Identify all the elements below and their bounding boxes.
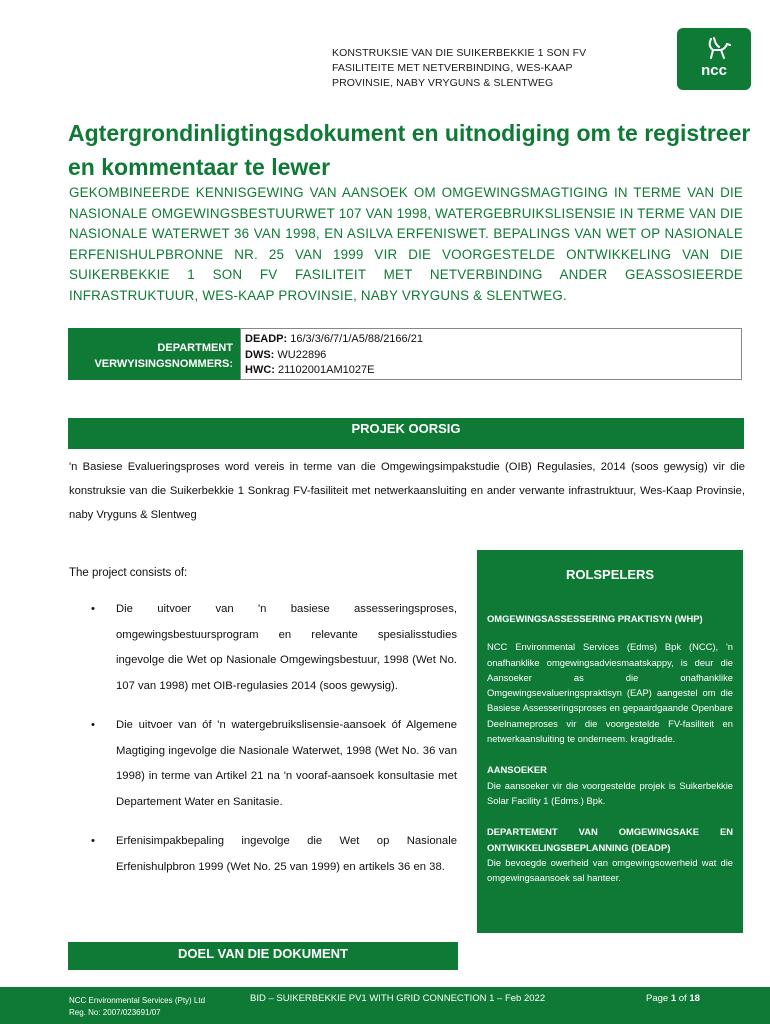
bullet-icon: •: [91, 835, 95, 847]
footer-document-id: BID – SUIKERBEKKIE PV1 WITH GRID CONNECTION 1 – Feb 2022: [250, 993, 546, 1004]
department-references: [240, 328, 742, 380]
applicant-heading: AANSOEKER: [487, 764, 547, 776]
logo-text: ncc: [701, 62, 727, 79]
roles-heading: ROLSPELERS: [565, 567, 655, 582]
ref-hwc: HWC: 21102001AM1027E: [245, 364, 375, 376]
department-label-line: VERWYISINGSNOMMERS:: [94, 358, 233, 370]
footer-company-name: NCC Environmental Services (Pty) Ltd: [69, 996, 206, 1005]
project-bullets: [69, 597, 457, 894]
notice-subtitle: GEKOMBINEERDE KENNISGEWING VAN AANSOEK OM OMGEWINGSMAGTIGING IN TERME VAN DIE NASIONALE OMGEWINGSBESTUURWET 107 VAN 1998, WATERGEBRUIKSLISENSIE IN TERME VAN DIE NASIONALE WATERWET 36 VAN 1998, EN ASILVA ERFENISWET. BEPALINGS VAN WET OP NASIONALE ERFENISHULPBRONNE NR. 25 VAN 1999 VIR DIE VOORGESTELDE ONTWIKKELING VAN DIE SUIKERBEKKIE 1 SON FV FASILITEIT MET NETVERBINDING ANDER GEASSOSIEERDE INFRASTRUKTUUR, WES-KAAP PROVINSIE, NABY VRYGUNS & SLENTWEG.: [69, 185, 743, 303]
footer-company: [69, 995, 205, 1018]
footer-reg-number: Reg. No: 2007/023691/07: [69, 1007, 161, 1017]
list-item: • Die uitvoer van óf 'n watergebruikslisensie-aansoek óf Algemene Magtiging ingevolge die Nasionale Waterwet, 1998 (Wet No. 36 van 1998) in terme van Artikel 21 na 'n vooraf-aansoek konsultasie met Departement Water en Sanitasie.: [69, 713, 457, 815]
bullet-icon: •: [91, 719, 95, 731]
project-overview-heading: PROJEK OORSIG: [68, 418, 744, 449]
page-title: Agtergrondinligtingsdokument en uitnodiging om te registreer en kommentaar te lewer: [68, 120, 751, 180]
page-footer: [0, 987, 770, 1024]
bullet-icon: •: [91, 603, 95, 615]
eap-text: NCC Environmental Services (Edms) Bpk (NCC), 'n onafhanklike omgewingsadviesmaatskappy, is deur die Aansoeker as die onafhanklike Omgewingsevalueringspraktisyn (EAP) aangestel om die Basiese Assesseringsproses en gepaardgaande Openbare Deelnameproses vir die voorgestelde FV-fasiliteit en netwerkaansluiting te onderneem. kragdrade.: [487, 641, 733, 745]
roles-body: [481, 589, 739, 885]
header-line: PROVINSIE, NABY VRYGUNS & SLENTWEG: [332, 77, 554, 89]
ref-deadp: DEADP: 16/3/3/6/7/1/A5/88/2166/21: [245, 333, 423, 345]
department-label-line: DEPARTMENT: [157, 342, 233, 354]
document-purpose-heading: DOEL VAN DIE DOKUMENT: [68, 942, 458, 970]
header-line: FASILITEITE MET NETVERBINDING, WES-KAAP: [332, 62, 573, 74]
header-line: KONSTRUKSIE VAN DIE SUIKERBEKKIE 1 SON FV: [332, 47, 587, 59]
springbok-icon: [697, 36, 731, 62]
footer-page-number: Page 1 of 18: [646, 993, 700, 1004]
ncc-logo: [677, 28, 751, 90]
list-item: • Die uitvoer van 'n basiese assesseringsproses, omgewingsbestuursprogram en relevante spesialisstudies ingevolge die Wet op Nasionale Omgewingsbestuur, 1998 (Wet No. 107 van 1998) met OIB-regulasies 2014 (soos gewysig).: [69, 597, 457, 699]
list-item: • Erfenisimpakbepaling ingevolge die Wet op Nasionale Erfenishulpbron 1999 (Wet No. 25 van 1999) en artikels 36 en 38.: [69, 829, 457, 880]
roles-panel: [477, 550, 743, 933]
department-label: [68, 328, 240, 380]
ref-dws: DWS: WU22896: [245, 348, 327, 361]
document-header: [332, 46, 662, 91]
deadp-text: Die bevoegde owerheid van omgewingsowerheid wat die omgewingsaansoek sal hanteer.: [487, 856, 733, 884]
deadp-heading: DEPARTEMENT VAN OMGEWINGSAKE EN ONTWIKKELINGSBEPLANNING (DEADP): [487, 826, 733, 853]
eap-heading: OMGEWINGSASSESSERING PRAKTISYN (WHP): [487, 613, 703, 624]
project-overview-text: 'n Basiese Evalueringsproses word vereis in terme van die Omgewingsimpakstudie (OIB) Regulasies, 2014 (soos gewysig) vir die konstruksie van die Suikerbekkie 1 Sonkrag FV-fasiliteit met netwerkaansluiting en ander verwante infrastruktuur, Wes-Kaap Provinsie, naby Vryguns & Slentweg: [69, 461, 745, 521]
applicant-text: Die aansoeker vir die voorgestelde projek is Suikerbekkie Solar Facility 1 (Edms.) Bpk.: [487, 779, 733, 806]
project-consists-label: The project consists of:: [69, 567, 188, 579]
